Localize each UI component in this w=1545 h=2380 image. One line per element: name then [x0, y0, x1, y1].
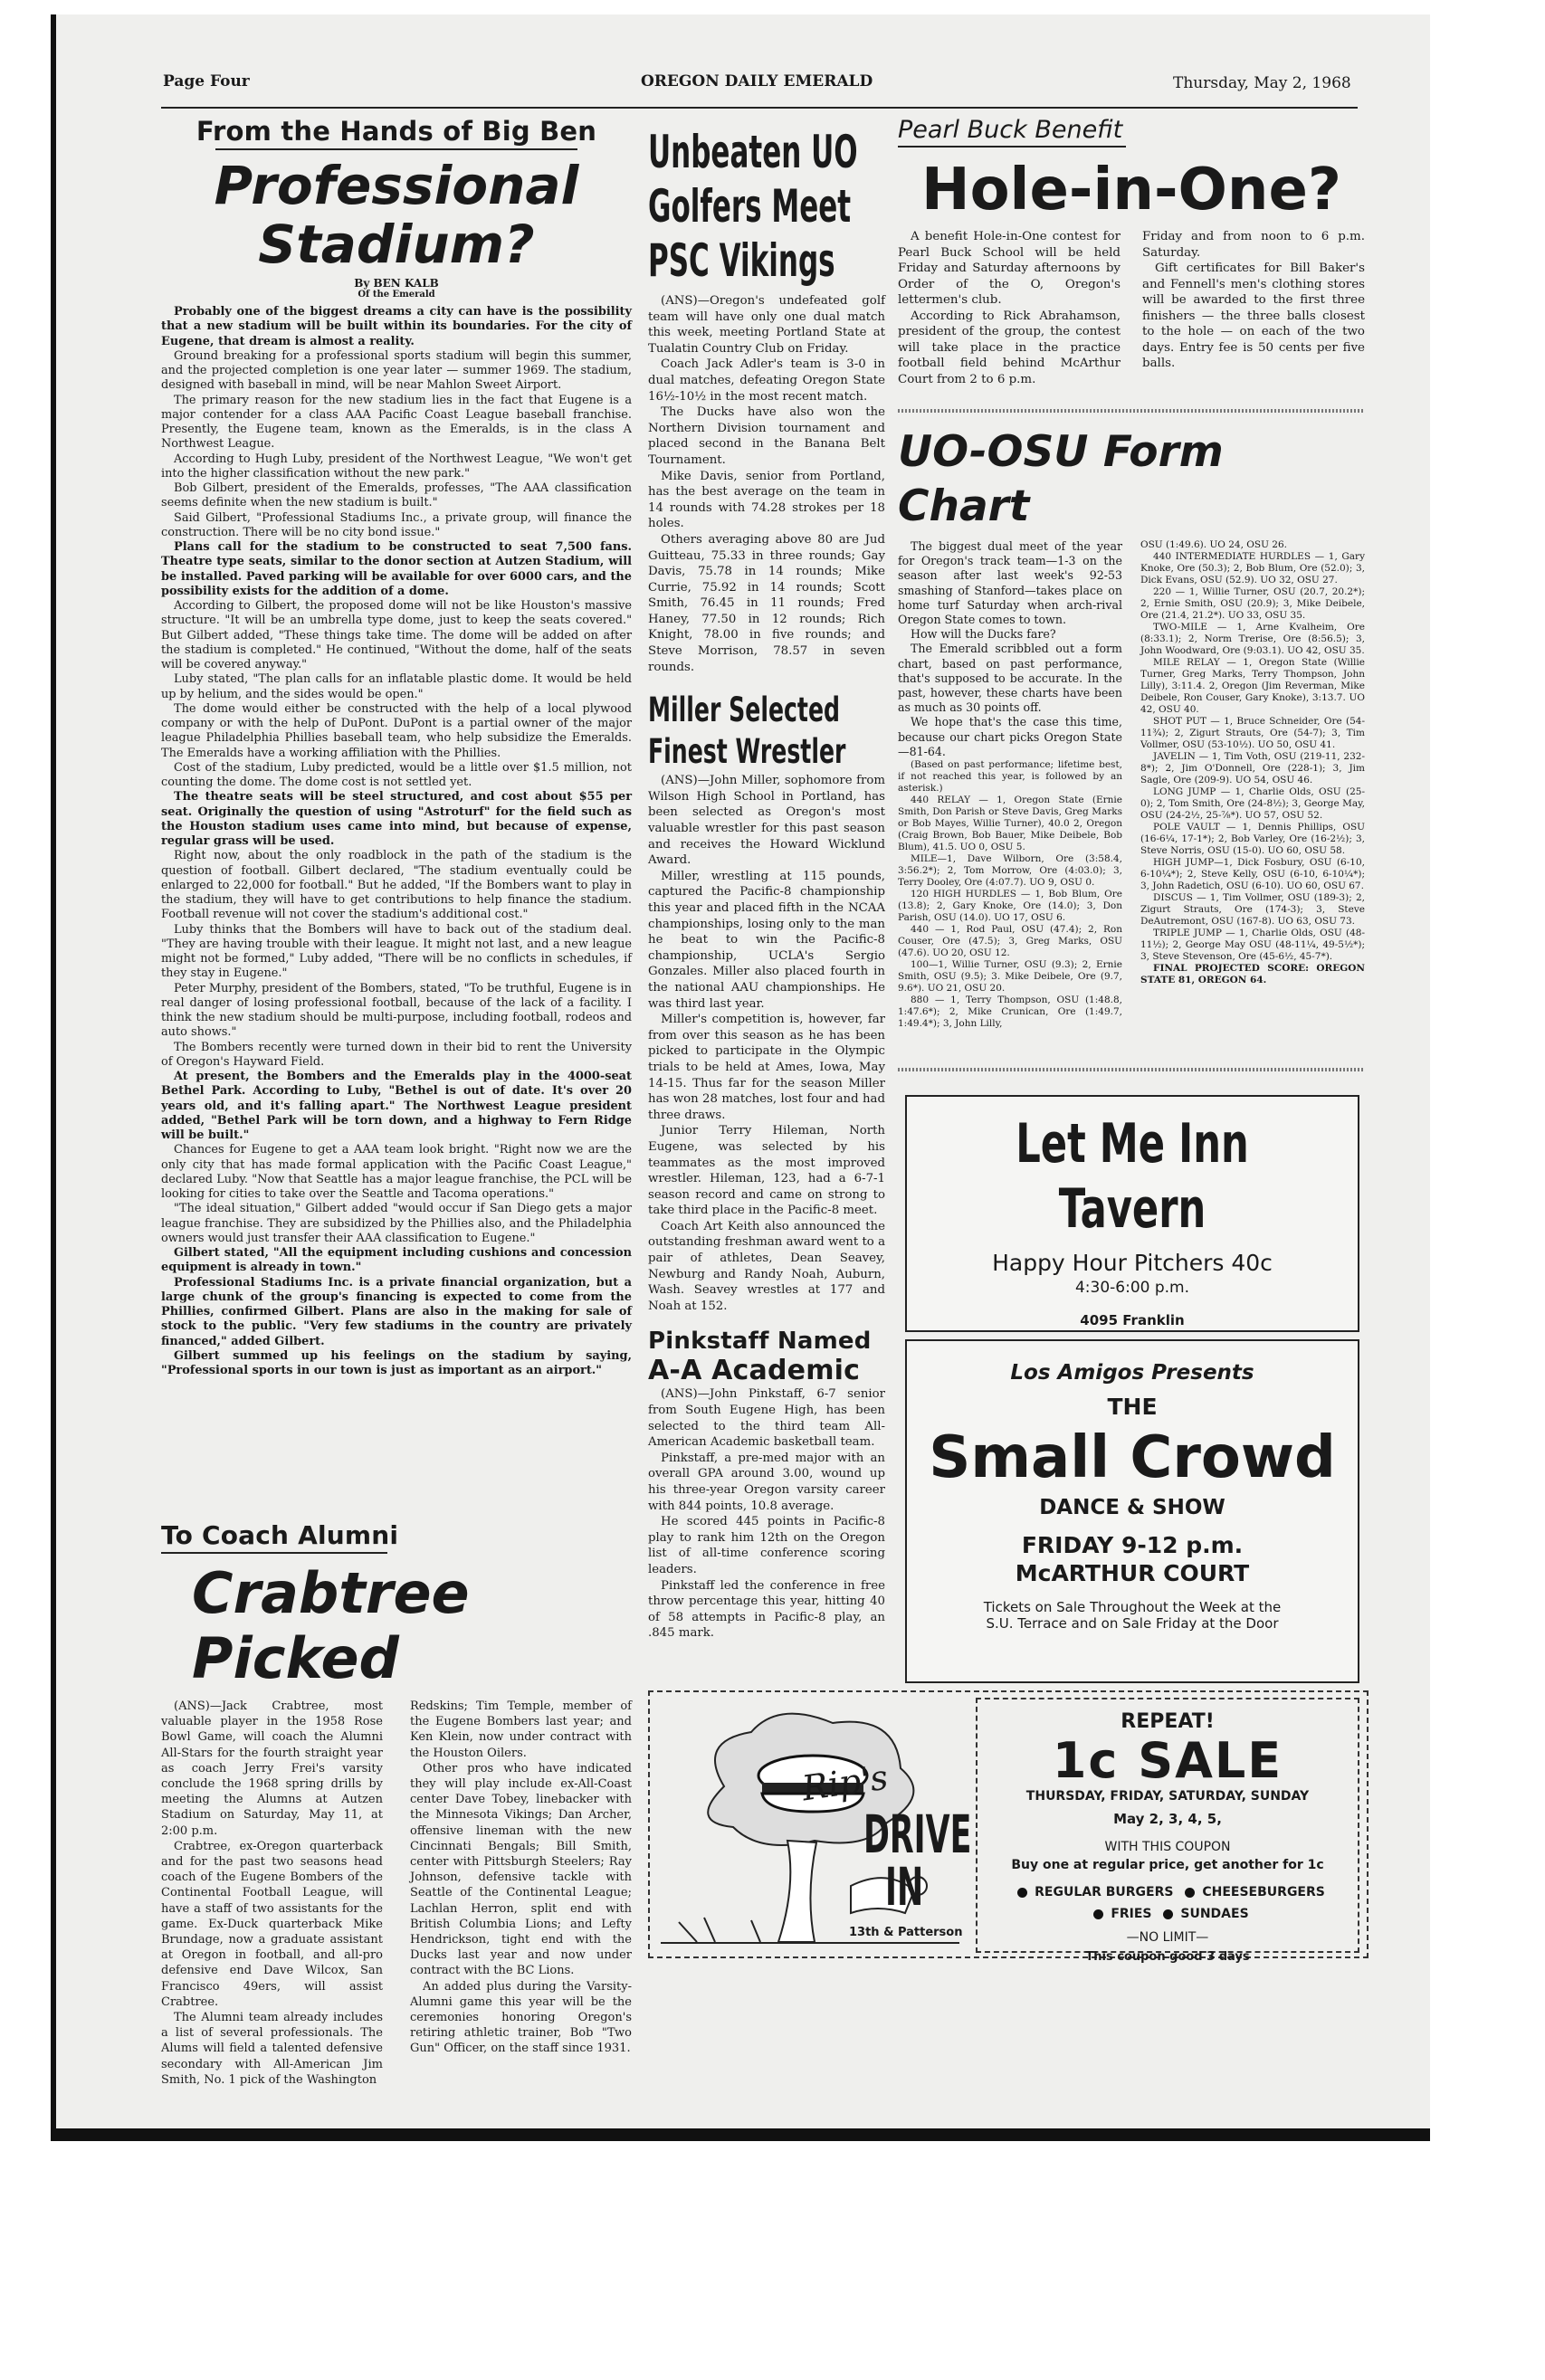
- paragraph: According to Gilbert, the proposed dome will not be like Houston's massive structure. "It will be an umbrella type dome, just to keep the seats covered." But Gilbert added, "These things take time. The dome will be added on after the stadium is completed." He continued, "Without the dome, half of the seats will be covered anyway.": [161, 599, 632, 671]
- stadium-story: [161, 116, 632, 1378]
- pearlbuck-col-1: [898, 229, 1121, 387]
- paragraph: The Bombers recently were turned down in their bid to rent the University of Oregon's Hayward Field.: [161, 1040, 632, 1069]
- coupon-items-row-2: [978, 1907, 1358, 1921]
- result: HIGH JUMP—1, Dick Fosbury, OSU (6-10, 6-10¼*); 2, Steve Kelly, OSU (6-10, 6-10¼*); 3, John Radetich, OSU (6-10). UO 60, OSU 67.: [1140, 857, 1365, 891]
- paragraph: Probably one of the biggest dreams a city can have is the possibility that a new stadium will be built within its boundaries. For the city of Eugene, that dream is almost a reality.: [161, 305, 632, 348]
- ad-rips-drive-in: [648, 1690, 1369, 1964]
- paragraph: The Alumni team already includes a list of several professionals. The Alums will field a talented defensive secondary with All-American Jim Smith, No. 1 pick of the Washington: [161, 2011, 383, 2087]
- result: 440 — 1, Rod Paul, OSU (47.4); 2, Ron Couser, Ore (47.5); 3, Greg Marks, OSU (47.6). UO 20, OSU 12.: [898, 924, 1122, 959]
- stadium-body: [161, 305, 632, 1378]
- section-divider: [898, 1068, 1365, 1071]
- bullet-icon: [1185, 1888, 1195, 1898]
- coupon-sale: 1c SALE: [1052, 1732, 1283, 1789]
- result: SHOT PUT — 1, Bruce Schneider, Ore (54-11¾); 2, Zigurt Strauts, Ore (54-7); 3, Tim Vollmer, OSU (53-10½). UO 50, OSU 41.: [1140, 716, 1365, 750]
- paragraph: Junior Terry Hileman, North Eugene, was selected by his teammates as the most improved wrestler. Hileman, 123, had a 6-7-1 season record and came on strong to take third place in the Pacific-8 meet.: [648, 1124, 885, 1218]
- crabtree-kicker: To Coach Alumni: [161, 1520, 399, 1550]
- pearlbuck-headline: Hole-in-One?: [921, 157, 1341, 224]
- result: TRIPLE JUMP — 1, Charlie Olds, OSU (48-11½); 2, George May OSU (48-11¼, 49-5½*); 3, Steve Stevenson, Ore (45-6½, 45-7*).: [1140, 928, 1365, 962]
- paragraph: The Ducks have also won the Northern Division tournament and placed second in the Banana Belt Tournament.: [648, 405, 885, 467]
- miller-body: [648, 773, 885, 1314]
- golfers-body: [648, 293, 885, 675]
- paragraph: Chances for Eugene to get a AAA team look bright. "Right now we are the only city that has made formal application with the Pacific Coast League," declared Luby. "Now that Seattle has a major league franchise, the PCL will be looking for cities to take over the Seattle and Tacoma operations.": [161, 1143, 632, 1201]
- issue-date: Thursday, May 2, 1968: [1173, 74, 1351, 92]
- crabtree-story: [161, 1520, 632, 2088]
- coupon-good: This coupon good 3 days: [1085, 1950, 1250, 1964]
- result: 440 INTERMEDIATE HURDLES — 1, Gary Knoke, Ore (50.3); 2, Bob Blum, Ore (52.0); 3, Dick Evans, OSU (52.9). UO 32, OSU 27.: [1140, 551, 1365, 585]
- paragraph: Said Gilbert, "Professional Stadiums Inc., a private group, will finance the construction. There will be no city bond issue.": [161, 510, 632, 539]
- paragraph: Pinkstaff, a pre-med major with an overall GPA around 3.00, wound up his three-year Oregon varsity career with 844 points, 10.8 average.: [648, 1451, 885, 1513]
- masthead-rule: [161, 107, 1358, 109]
- result: POLE VAULT — 1, Dennis Phillips, OSU (16-6¼, 17-1*); 2, Bob Varley, Ore (16-2½); 3, Steve Norris, OSU (15-0). UO 60, OSU 58.: [1140, 822, 1365, 856]
- stadium-kicker: From the Hands of Big Ben: [196, 116, 597, 147]
- formchart-columns: [898, 539, 1365, 1030]
- result: MILE—1, Dave Wilborn, Ore (3:58.4, 3:56.2*); 2, Tom Morrow, Ore (4:03.0); 3, Terry Dooley, Ore (4:07.7). UO 9, OSU 0.: [898, 853, 1122, 889]
- paragraph: Coach Jack Adler's team is 3-0 in dual matches, defeating Oregon State 16½-10½ in the most recent match.: [648, 357, 885, 404]
- paragraph: Gilbert stated, "All the equipment including cushions and concession equipment is already in town.": [161, 1246, 632, 1275]
- formchart-col-1: [898, 539, 1122, 1030]
- result: OSU (1:49.6). UO 24, OSU 26.: [1140, 539, 1287, 550]
- paper-name: OREGON DAILY EMERALD: [641, 72, 873, 90]
- crabtree-columns: [161, 1699, 632, 2088]
- coupon-offer: Buy one at regular price, get another for 1c: [1011, 1858, 1324, 1872]
- pearlbuck-col-2: [1142, 229, 1365, 387]
- paragraph: According to Hugh Luby, president of the Northwest League, "We won't get into the higher classification without the new park.": [161, 452, 632, 481]
- formchart-story: [898, 425, 1365, 1030]
- paragraph: (ANS)—Jack Crabtree, most valuable player in the 1958 Rose Bowl Game, will coach the Alumni All-Stars for the fourth straight year as coach Jerry Frei's varsity conclude the 1968 spring drills by meeting the Alumns at Autzen Stadium on Saturday, May 11, at 2:00 p.m.: [161, 1699, 383, 1838]
- coupon-repeat: REPEAT!: [1121, 1710, 1215, 1733]
- paragraph: Other pros who have indicated they will play include ex-All-Coast center Dave Tobey, linebacker with the Minnesota Vikings; Dan Archer, offensive lineman with the new Cincinnati Bengals; Bill Smith, center with Pittsburgh Steelers; Ray Johnson, defensive tackle with Seattle of the Continental League; Lachlan Herron, split end with British Columbia Lions; and Lefty Hendrickson, tight end with the Ducks last year and now under contract with the BC Lions.: [410, 1761, 632, 1978]
- paragraph: The primary reason for the new stadium lies in the fact that Eugene is a major contender for a class AAA Pacific Coast League baseball franchise. Presently, the Eugene team, known as the Emeralds, is in the class A Northwest League.: [161, 393, 632, 452]
- result: 220 — 1, Willie Turner, OSU (20.7, 20.2*); 2, Ernie Smith, OSU (20.9); 3, Mike Deibele, Ore (21.4, 21.2*). UO 33, OSU 35.: [1140, 586, 1365, 621]
- result: 880 — 1, Terry Thompson, OSU (1:48.8, 1:47.6*); 2, Mike Crunican, Ore (1:49.7, 1:49.4*); 3, John Lilly,: [898, 995, 1122, 1030]
- tavern-name: Let Me Inn Tavern: [1016, 1112, 1249, 1241]
- golfers-headline-3: PSC Vikings: [648, 234, 835, 287]
- stadium-byline-sub: Of the Emerald: [358, 290, 435, 300]
- paragraph: Gilbert summed up his feelings on the stadium by saying, "Professional sports in our town is just as important as an airport.": [161, 1348, 632, 1377]
- result: 440 RELAY — 1, Oregon State (Ernie Smith, Don Parish or Steve Davis, Greg Marks or Bob Mayes, Willie Turner), 40.0 2, Oregon (Craig Brown, Bob Bauer, Mike Deibele, Bob Blum), 41.5. UO 0, OSU 5.: [898, 795, 1122, 853]
- paragraph: Gift certificates for Bill Baker's and Fennell's men's clothing stores will be awarded to the first three finishers — the three balls closest to the hole — on each of the two days. Entry fee is 50 cents per five balls.: [1142, 262, 1365, 370]
- pinkstaff-body: [648, 1386, 885, 1642]
- paragraph: At present, the Bombers and the Emeralds play in the 4000-seat Bethel Park. According to Luby, "Bethel is out of date. It's over 20 years old, and it's falling apart." The Northwest League president added, "Bethel Park will be torn down, and a highway to Fern Ridge will be built.": [161, 1070, 632, 1142]
- golfers-headline-2: Golfers Meet: [648, 180, 852, 233]
- paragraph: Friday and from noon to 6 p.m. Saturday.: [1142, 230, 1365, 260]
- coupon-with: WITH THIS COUPON: [1104, 1840, 1231, 1854]
- paragraph: Redskins; Tim Temple, member of the Eugene Bombers last year; and Ken Klein, now under contract with the Houston Oilers.: [410, 1699, 632, 1760]
- miller-headline-2: Finest Wrestler: [648, 732, 846, 772]
- result: MILE RELAY — 1, Oregon State (Willie Turner, Greg Marks, Terry Thompson, John Lilly), 3:11.4. 2, Oregon (Jim Reverman, Mike Deibele, Ron Couser, Gary Knoke), 3:13.7. UO 42, OSU 40.: [1140, 657, 1365, 715]
- paragraph: He scored 445 points in Pacific-8 play to rank him 12th on the Oregon list of all-time conference scoring leaders.: [648, 1515, 885, 1576]
- paragraph: Ground breaking for a professional sports stadium will begin this summer, and the projected completion is one year later — summer 1969. The stadium, designed with baseball in mind, will be near Mahlon Sweet Airport.: [161, 348, 632, 393]
- golfers-headline: [648, 125, 885, 293]
- paragraph: Miller, wrestling at 115 pounds, captured the Pacific-8 championship this year and placed fifth in the NCAA championships, losing only to the man he beat to win the Pacific-8 championship, UCLA's Sergio Gonzales. Miller also placed fourth in the national AAU championships. He was third last year.: [648, 869, 885, 1011]
- kicker-rule: [161, 1552, 387, 1554]
- coupon-item: REGULAR BURGERS: [1035, 1885, 1174, 1899]
- coupon-item: SUNDAES: [1180, 1907, 1249, 1921]
- smallcrowd-the: THE: [1107, 1394, 1158, 1420]
- result: 120 HIGH HURDLES — 1, Bob Blum, Ore (13.8); 2, Gary Knoke, Ore (14.0); 3, Don Parish, OSU (14.0). UO 17, OSU 6.: [898, 889, 1122, 924]
- page-number: Page Four: [163, 72, 250, 90]
- paragraph: Peter Murphy, president of the Bombers, stated, "To be truthful, Eugene is in real danger of losing professional football, because of the lack of a facility. I think the new stadium should be multi-purpose, including football, rodeos and auto shows.": [161, 981, 632, 1040]
- paragraph: Crabtree, ex-Oregon quarterback and for the past two seasons head coach of the Eugene Bombers of the Continental Football League, will have a staff of two assistants for the game. Ex-Duck quarterback Mike Brundage, now a graduate assistant at Oregon in football, and all-pro defensive end Dave Wilcox, San Francisco 49ers, will assist Crabtree.: [161, 1839, 383, 2009]
- stadium-headline-2: Stadium?: [258, 214, 535, 275]
- paragraph: The dome would either be constructed with the help of a local plywood company or with the help of DuPont. DuPont is a partial owner of the major league Philadelphia Phillies baseball team, who help subsidize the Emeralds. The Emeralds have a working affiliation with the Phillies.: [161, 701, 632, 760]
- stadium-headline-1: Professional: [214, 155, 579, 216]
- tavern-address: 4095 Franklin: [1080, 1312, 1185, 1328]
- paragraph: Cost of the stadium, Luby predicted, would be a little over $1.5 million, not counting the dome. The dome cost is not settled yet.: [161, 760, 632, 789]
- result: 100—1, Willie Turner, OSU (9.3); 2, Ernie Smith, OSU (9.5); 3. Mike Deibele, Ore (9.7, 9.6*). UO 21, OSU 20.: [898, 959, 1122, 995]
- paragraph: Miller's competition is, however, far from over this season as he has been picked to participate in the Olympic trials to be held at Ames, Iowa, May 14-15. Thus far for the season Miller has won 28 matches, lost four and had three draws.: [648, 1013, 885, 1122]
- golfers-headline-1: Unbeaten UO: [648, 126, 858, 178]
- smallcrowd-name: Small Crowd: [929, 1424, 1336, 1491]
- smallcrowd-event: DANCE & SHOW: [1039, 1496, 1226, 1519]
- formchart-headline: UO-OSU Form Chart: [898, 427, 1224, 531]
- crabtree-headline: Crabtree Picked: [192, 1560, 470, 1691]
- paragraph: The biggest dual meet of the year for Oregon's track team—1-3 on the season after last week's 92-53 smashing of Stanford—takes place on home turf Saturday when arch-rival Oregon State comes to town.: [898, 539, 1122, 627]
- kicker-rule: [215, 148, 577, 150]
- stadium-byline: By BEN KALB: [354, 277, 439, 290]
- paragraph: We hope that's the case this time, because our chart picks Oregon State—81-64.: [898, 715, 1122, 758]
- miller-headline: [648, 690, 885, 773]
- paragraph: An added plus during the Varsity-Alumni game this year will be the ceremonies honoring Oregon's retiring athletic trainer, Bob "Two Gun" Officer, on the staff since 1931.: [410, 1979, 632, 2056]
- final-score: FINAL PROJECTED SCORE: OREGON STATE 81, OREGON 64.: [1140, 963, 1365, 985]
- paragraph: (Based on past performance; lifetime best, if not reached this year, is followed by an asterisk.): [898, 759, 1122, 795]
- coupon-item: CHEESEBURGERS: [1202, 1885, 1325, 1899]
- tavern-line-2: 4:30-6:00 p.m.: [1074, 1279, 1190, 1297]
- smallcrowd-venue: McARTHUR COURT: [1015, 1560, 1250, 1586]
- scan-edge: [51, 14, 56, 2141]
- middle-column: [648, 125, 885, 1642]
- paragraph: Mike Davis, senior from Portland, has the best average on the team in 14 rounds with 74.28 strokes per 18 holes.: [648, 469, 885, 531]
- scan-bottom-edge: [51, 2128, 1430, 2141]
- smallcrowd-time: FRIDAY 9-12 p.m.: [1021, 1532, 1244, 1558]
- paragraph: Right now, about the only roadblock in the path of the stadium is the question of football. Gilbert declared, "The stadium eventually could be enlarged to 22,000 for football." But he added, "If the Bombers want to play in the stadium, they will have to get contributions to help finance the stadium. Football revenue will not cover the stadium's additional cost.": [161, 849, 632, 922]
- paragraph: "The ideal situation," Gilbert added "would occur if San Diego gets a major league franchise. They are subsidized by the Phillies also, and the Philadelphia owners would just transfer their AAA classification to Eugene.": [161, 1202, 632, 1245]
- bullet-icon: [1017, 1888, 1027, 1898]
- coupon-limit: —NO LIMIT—: [1126, 1930, 1209, 1945]
- result: DISCUS — 1, Tim Vollmer, OSU (189-3); 2, Zigurt Strauts, Ore (174-3); 3, Steve DeAutremont, OSU (167-8). UO 63, OSU 73.: [1140, 892, 1365, 927]
- rips-script: Rip's: [799, 1756, 891, 1809]
- pinkstaff-headline-2: A-A Academic: [648, 1355, 861, 1387]
- result: JAVELIN — 1, Tim Voth, OSU (219-11, 232-8*); 2, Jim O'Donnell, Ore (228-1); 3, Jim Sagle, Ore (209-9). UO 54, OSU 46.: [1140, 751, 1365, 785]
- crabtree-col-1: [161, 1699, 383, 2088]
- paragraph: (ANS)—John Miller, sophomore from Wilson High School in Portland, has been selected as Oregon's most valuable wrestler for this past season and receives the Howard Wicklund Award.: [648, 774, 885, 868]
- smallcrowd-presents: Los Amigos Presents: [1010, 1361, 1254, 1385]
- rips-coupon: [976, 1698, 1359, 1964]
- paragraph: Coach Art Keith also announced the outstanding freshman award went to a pair of athletes, Dean Seavey, Newburg and Randy Noah, Auburn, Wash. Seavey wrestles at 177 and Noah at 152.: [648, 1219, 885, 1313]
- bullet-icon: [1163, 1909, 1173, 1919]
- paragraph: A benefit Hole-in-One contest for Pearl Buck School will be held Friday and Saturday afternoons by Order of the O, Oregon's lettermen's club.: [898, 230, 1121, 307]
- bullet-icon: [1093, 1909, 1103, 1919]
- smallcrowd-tickets-2: S.U. Terrace and on Sale Friday at the Door: [986, 1615, 1279, 1632]
- tavern-line-1: Happy Hour Pitchers 40c: [992, 1250, 1273, 1276]
- paragraph: (ANS)—Oregon's undefeated golf team will have only one dual match this week, meeting Portland State at Tualatin Country Club on Friday.: [648, 294, 885, 356]
- rips-in: IN: [885, 1856, 924, 1918]
- ad-let-me-inn-tavern: [905, 1095, 1359, 1332]
- coupon-items-row-1: [978, 1885, 1358, 1899]
- kicker-rule: [898, 146, 1126, 148]
- crabtree-col-2: [410, 1699, 632, 2088]
- paragraph: Others averaging above 80 are Jud Guitteau, 75.33 in three rounds; Gay Davis, 75.78 in 14 rounds; Mike Currie, 75.92 in 14 rounds; Scott Smith, 76.45 in 11 rounds; Fred Haney, 77.50 in 12 rounds; Rich Knight, 78.00 in five rounds; and Steve Morrison, 78.57 in seven rounds.: [648, 532, 885, 674]
- rips-drive: DRIVE: [863, 1804, 972, 1865]
- section-divider: [898, 409, 1365, 413]
- paragraph: Luby thinks that the Bombers will have to back out of the stadium deal. "They are having trouble with their league. It might not last, and a new league might not be formed," Luby added, "There will be no conflicts in schedules, if they stay in Eugene.": [161, 922, 632, 981]
- smallcrowd-tickets-1: Tickets on Sale Throughout the Week at the: [983, 1599, 1282, 1615]
- miller-headline-1: Miller Selected: [648, 690, 841, 730]
- ad-small-crowd: [905, 1339, 1359, 1683]
- rips-address: 13th & Patterson: [849, 1926, 963, 1939]
- paragraph: (ANS)—John Pinkstaff, 6-7 senior from South Eugene High, has been selected to the third team All-American Academic basketball team.: [648, 1387, 885, 1450]
- coupon-days: THURSDAY, FRIDAY, SATURDAY, SUNDAY: [1025, 1789, 1310, 1804]
- result: TWO-MILE — 1, Arne Kvalheim, Ore (8:33.1); 2, Norm Trerise, Ore (8:56.5); 3, John Woodward, Ore (9:03.1). UO 42, OSU 35.: [1140, 622, 1365, 656]
- paragraph: Professional Stadiums Inc. is a private financial organization, but a large chunk of the group's financing is expected to come from the Phillies, confirmed Gilbert. Plans are also in the making for sale of stock to the public. "Very few stadiums in the country are privately financed," added Gilbert.: [161, 1275, 632, 1348]
- coupon-item: FRIES: [1111, 1907, 1152, 1921]
- coupon-dates: May 2, 3, 4, 5,: [1113, 1811, 1222, 1827]
- pearlbuck-story: [898, 116, 1365, 387]
- paragraph: The theatre seats will be steel structured, and cost about $55 per seat. Originally the question of using "Astroturf" for the field such as the Houston stadium uses came into mind, but because of expense, regular grass will be used.: [161, 790, 632, 848]
- formchart-col-2: [1140, 539, 1365, 1030]
- paragraph: The Emerald scribbled out a form chart, based on past performance, that's supposed to be accurate. In the past, however, these charts have been as much as 30 points off.: [898, 642, 1122, 715]
- paragraph: How will the Ducks fare?: [911, 627, 1056, 642]
- paragraph: Bob Gilbert, president of the Emeralds, professes, "The AAA classification seems definite when the new stadium is built.": [161, 481, 632, 510]
- paragraph: Luby stated, "The plan calls for an inflatable plastic dome. It would be held up by helium, and the sides would be open.": [161, 672, 632, 701]
- paragraph: Pinkstaff led the conference in free throw percentage this year, hitting 40 of 58 attempts in Pacific-8 play, an .845 mark.: [648, 1578, 885, 1641]
- pearlbuck-kicker: Pearl Buck Benefit: [898, 116, 1123, 144]
- paragraph: According to Rick Abrahamson, president of the group, the contest will take place in the practice football field behind McArthur Court from 2 to 6 p.m.: [898, 309, 1121, 386]
- pinkstaff-headline-1: Pinkstaff Named: [648, 1328, 872, 1356]
- result: LONG JUMP — 1, Charlie Olds, OSU (25-0); 2, Tom Smith, Ore (24-8½); 3, George May, OSU (24-2½, 25-⅞*). UO 57, OSU 52.: [1140, 786, 1365, 821]
- pearlbuck-columns: [898, 229, 1365, 387]
- paragraph: Plans call for the stadium to be constructed to seat 7,500 fans. Theatre type seats, similar to the donor section at Autzen Stadium, will be installed. Paved parking will be available for over 6000 cars, and the possibility exists for the addition of a dome.: [161, 540, 632, 598]
